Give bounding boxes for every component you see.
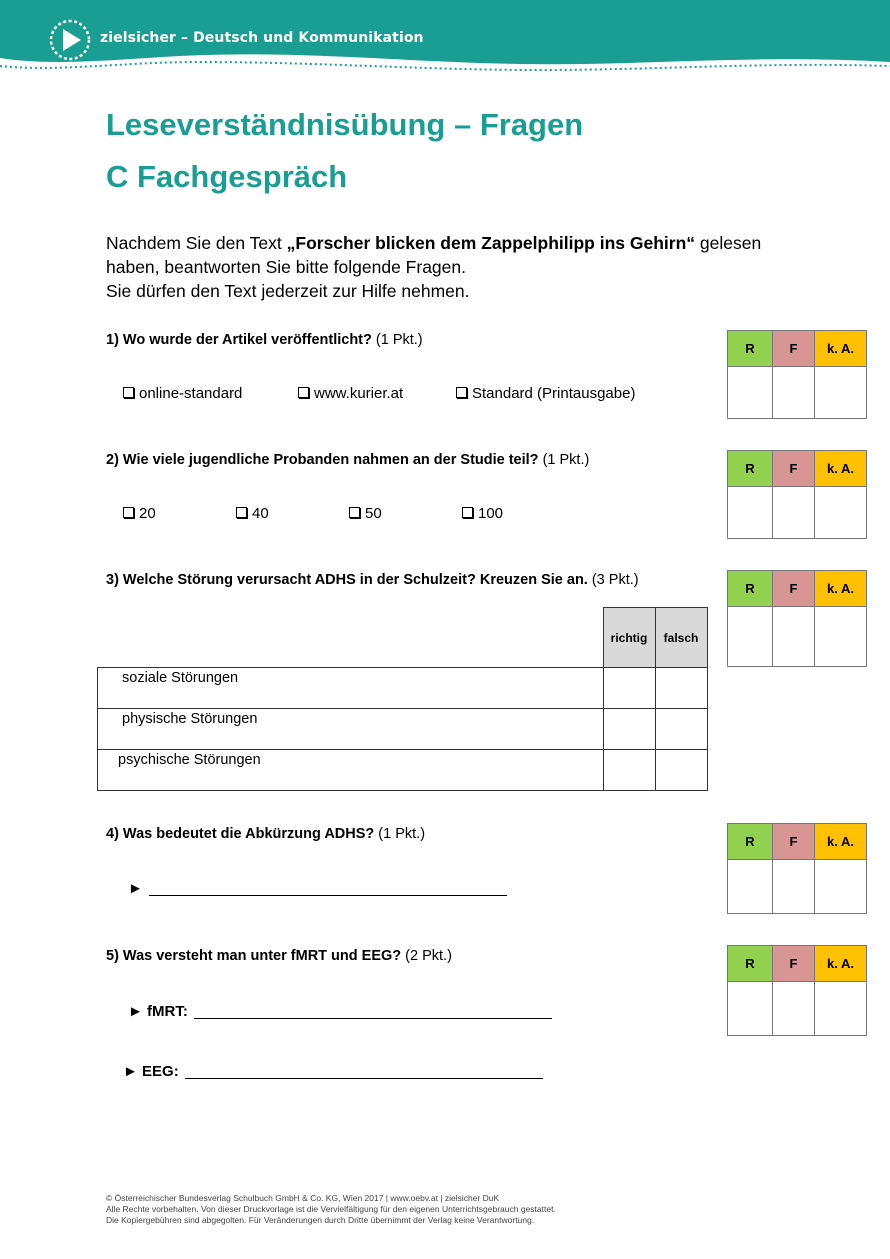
eeg-label: EEG:	[142, 1063, 179, 1080]
q2-option-1[interactable]: 20	[123, 505, 156, 522]
falsch-cell[interactable]	[655, 709, 707, 750]
question-2: 2) Wie viele jugendliche Probanden nahmen an der Studie teil? (1 Pkt.)	[106, 452, 590, 468]
rating-grid-q5: R F k. A.	[727, 945, 867, 1036]
footer-copyright: © Österreichischer Bundesverlag Schulbuch GmbH & Co. KG, Wien 2017 | www.oebv.at | zielsicher DuK Alle Rechte vorbehalten. Von dieser Druckvorlage ist die Vervielfältigung für den eigenen Unterrichtsgebrauch gestattet. Die Kopiergebühren sind abgegolten. Für Veränderungen durch Dritte übernimmt der Verlag keine Verantwortung.	[106, 1193, 556, 1225]
falsch-cell[interactable]	[655, 750, 707, 791]
q1-option-3[interactable]: Standard (Printausgabe)	[456, 385, 635, 402]
checkbox-icon[interactable]	[298, 387, 309, 398]
checkbox-icon[interactable]	[349, 507, 360, 518]
fmrt-label: fMRT:	[147, 1003, 188, 1020]
arrow-right-icon: ►	[128, 1003, 143, 1020]
play-logo-icon	[48, 18, 92, 62]
header-banner	[0, 0, 890, 75]
checkbox-icon[interactable]	[236, 507, 247, 518]
rating-grid-q4: R F k. A.	[727, 823, 867, 914]
page-subtitle: C Fachgespräch	[106, 159, 348, 194]
question-3: 3) Welche Störung verursacht ADHS in der Schulzeit? Kreuzen Sie an. (3 Pkt.)	[106, 572, 639, 588]
question-5: 5) Was versteht man unter fMRT und EEG? (2 Pkt.)	[106, 948, 452, 964]
checkbox-icon[interactable]	[123, 507, 134, 518]
falsch-cell[interactable]	[655, 668, 707, 709]
rating-grid-q1: R F k. A.	[727, 330, 867, 419]
q5-eeg-answer[interactable]	[123, 1062, 543, 1080]
table-row: soziale Störungen	[98, 668, 708, 709]
arrow-right-icon: ►	[128, 880, 143, 897]
brand-name: zielsicher – Deutsch und Kommunikation	[100, 30, 424, 46]
rating-grid-q3: R F k. A.	[727, 570, 867, 667]
arrow-right-icon: ►	[123, 1063, 138, 1080]
col-richtig: richtig	[603, 608, 655, 668]
q2-option-3[interactable]: 50	[349, 505, 382, 522]
article-title: „Forscher blicken dem Zappelphilipp ins Gehirn“	[286, 233, 696, 253]
q1-option-2[interactable]: www.kurier.at	[298, 385, 403, 402]
richtig-cell[interactable]	[603, 668, 655, 709]
col-falsch: falsch	[655, 608, 707, 668]
richtig-cell[interactable]	[603, 709, 655, 750]
question-1: 1) Wo wurde der Artikel veröffentlicht? (1 Pkt.)	[106, 332, 423, 348]
q1-option-1[interactable]: online-standard	[123, 385, 242, 402]
question-4: 4) Was bedeutet die Abkürzung ADHS? (1 Pkt.)	[106, 826, 426, 842]
q2-option-4[interactable]: 100	[462, 505, 503, 522]
intro-text: Nachdem Sie den Text „Forscher blicken dem Zappelphilipp ins Gehirn“ gelesen haben, beantworten Sie bitte folgende Fragen. Sie dürfen den Text jederzeit zur Hilfe nehmen.	[106, 233, 762, 301]
checkbox-icon[interactable]	[456, 387, 467, 398]
q5-fmrt-answer[interactable]	[128, 1002, 552, 1020]
checkbox-icon[interactable]	[462, 507, 473, 518]
page-title: Leseverständnisübung – Fragen	[106, 107, 584, 142]
checkbox-icon[interactable]	[123, 387, 134, 398]
true-false-table	[97, 607, 708, 791]
rating-grid-q2: R F k. A.	[727, 450, 867, 539]
q4-answer-line[interactable]	[128, 879, 507, 897]
table-row: physische Störungen	[98, 709, 708, 750]
table-row: psychische Störungen	[98, 750, 708, 791]
richtig-cell[interactable]	[603, 750, 655, 791]
q2-option-2[interactable]: 40	[236, 505, 269, 522]
